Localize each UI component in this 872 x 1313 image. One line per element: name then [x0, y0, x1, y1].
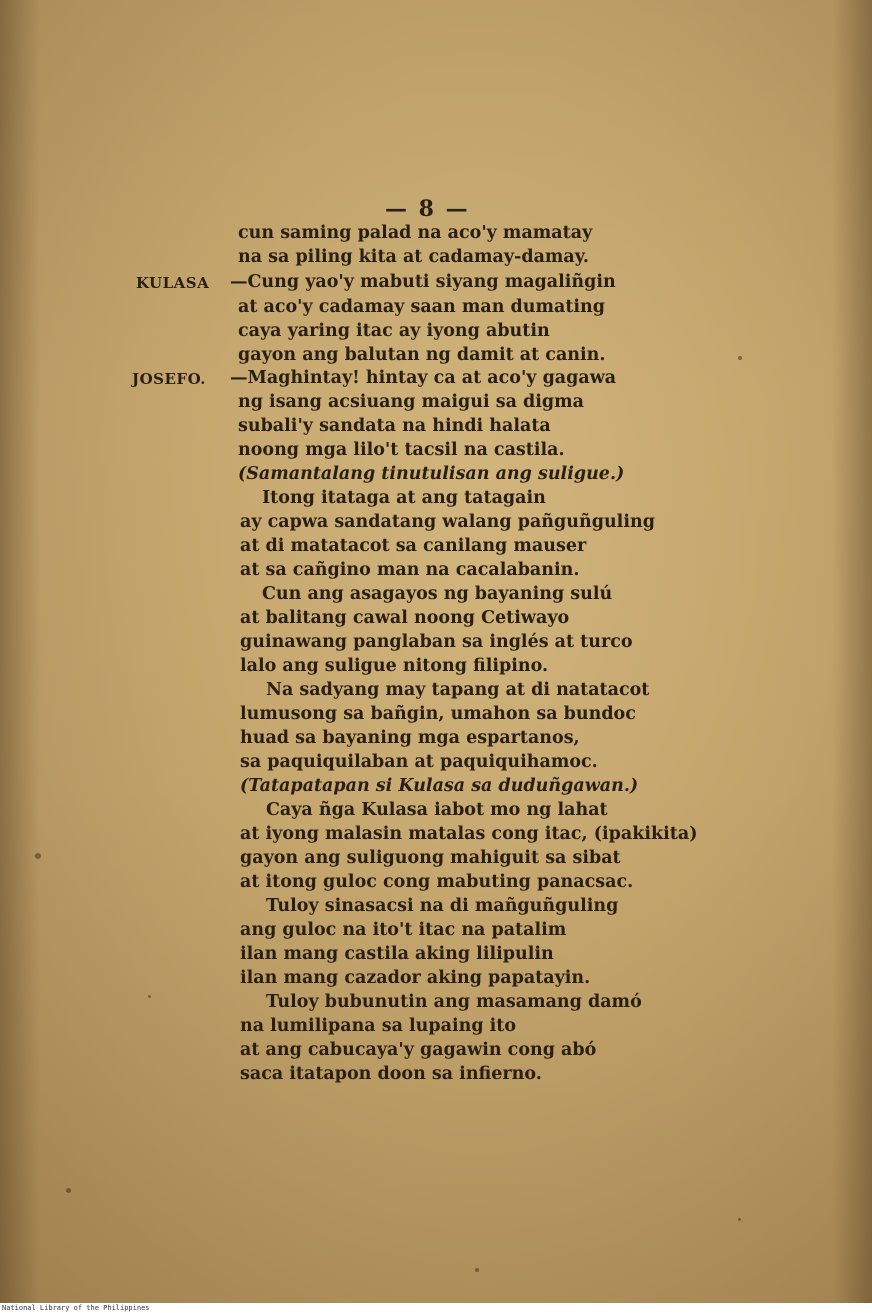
verse-line: na lumilipana sa lupaing ito — [240, 1016, 517, 1036]
verse-line: cun saming palad na aco'y mamatay — [238, 223, 593, 243]
verse-line: huad sa bayaning mga espartanos, — [240, 728, 580, 748]
verse-line: na sa piling kita at cadamay-damay. — [238, 247, 590, 267]
verse-line: lalo ang suligue nitong filipino. — [240, 656, 549, 676]
verse-line: Tuloy bubunutin ang masamang damó — [266, 992, 642, 1012]
paper-speck — [738, 1218, 741, 1221]
verse-line: at sa cañgino man na cacalabanin. — [240, 560, 580, 580]
verse-line: subali'y sandata na hindi halata — [238, 416, 551, 436]
verse-line: at aco'y cadamay saan man dumating — [238, 297, 606, 317]
paper-speck — [148, 995, 151, 998]
verse-line: ilan mang cazador aking papatayin. — [240, 968, 591, 988]
verse-line: sa paquiquilaban at paquiquihamoc. — [240, 752, 598, 772]
page-shadow-left — [0, 0, 40, 1303]
verse-line: at balitang cawal noong Cetiwayo — [240, 608, 570, 628]
stage-direction: (Tatapatapan si Kulasa sa duduñgawan.) — [240, 776, 639, 796]
verse-line: Tuloy sinasacsi na di mañguñguling — [266, 896, 619, 916]
verse-line: caya yaring itac ay iyong abutin — [238, 321, 550, 341]
verse-line: noong mga lilo't tacsil na castila. — [238, 440, 565, 460]
speaker-name-josefo: JOSEFO. — [132, 370, 206, 388]
stage-direction: (Samantalang tinutulisan ang suligue.) — [238, 464, 625, 484]
speaker-name-kulasa: KULASA — [136, 274, 210, 292]
verse-line: at di matatacot sa canilang mauser — [240, 536, 587, 556]
verse-line: at iyong malasin matalas cong itac, (ipakikita) — [240, 824, 698, 844]
verse-line: saca itatapon doon sa infierno. — [240, 1064, 542, 1084]
paper-speck — [35, 853, 41, 859]
verse-line: ng isang acsiuang maigui sa digma — [238, 392, 585, 412]
verse-line: at ang cabucaya'y gagawin cong abó — [240, 1040, 597, 1060]
verse-line: ay capwa sandatang walang pañguñguling — [240, 512, 655, 532]
verse-line: Cun ang asagayos ng bayaning sulú — [262, 584, 613, 604]
verse-line: gayon ang suliguong mahiguit sa sibat — [240, 848, 621, 868]
verse-line: Na sadyang may tapang at di natatacot — [266, 680, 650, 700]
verse-line: gayon ang balutan ng damit at canin. — [238, 345, 606, 365]
page-number: — 8 — — [385, 196, 470, 222]
verse-line: —Maghintay! hintay ca at aco'y gagawa — [230, 368, 617, 388]
footer-credit: National Library of the Philippines — [2, 1304, 150, 1312]
paper-speck — [475, 1268, 479, 1272]
verse-line: guinawang panglaban sa inglés at turco — [240, 632, 633, 652]
paper-speck — [738, 356, 742, 360]
paper-speck — [66, 1188, 71, 1193]
verse-line: Itong itataga at ang tatagain — [262, 488, 546, 508]
verse-line: ang guloc na ito't itac na patalim — [240, 920, 567, 940]
verse-line: at itong guloc cong mabuting panacsac. — [240, 872, 634, 892]
page-shadow-right — [832, 0, 872, 1303]
verse-line: —Cung yao'y mabuti siyang magaliñgin — [230, 272, 616, 292]
verse-line: ilan mang castila aking lilipulin — [240, 944, 554, 964]
verse-line: lumusong sa bañgin, umahon sa bundoc — [240, 704, 636, 724]
verse-line: Caya ñga Kulasa iabot mo ng lahat — [266, 800, 608, 820]
